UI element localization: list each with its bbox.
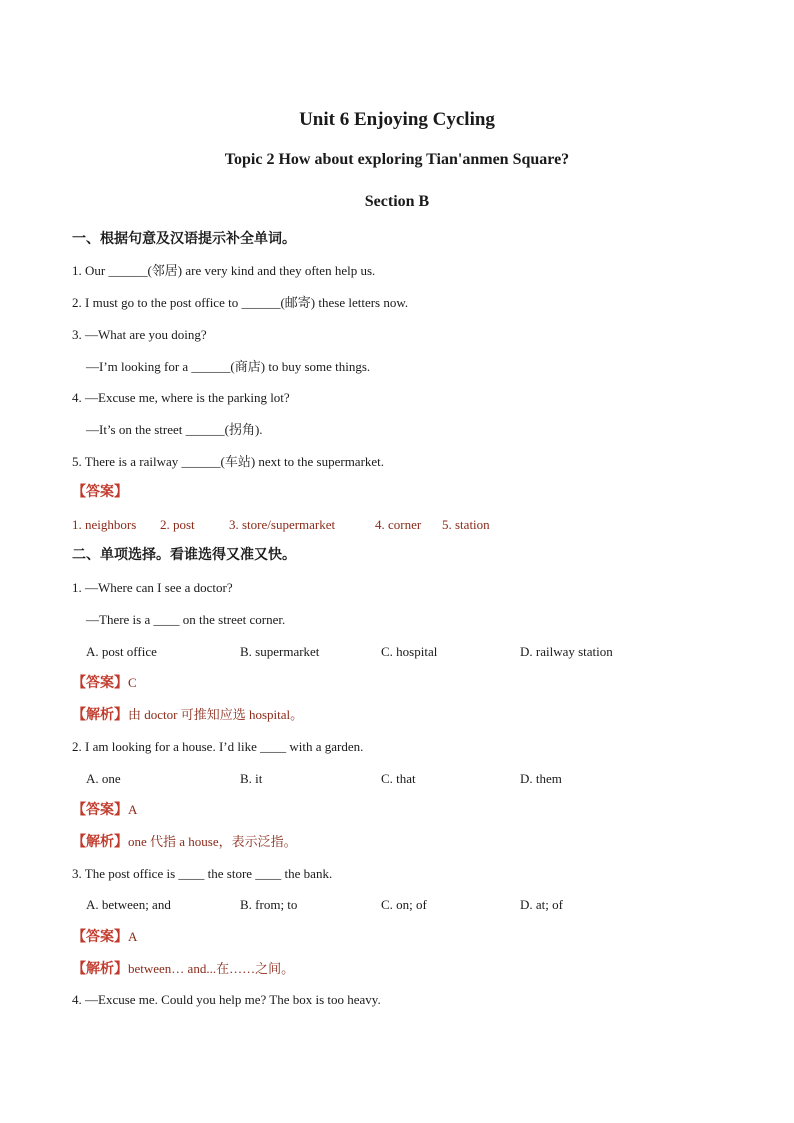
part1-answer-5: 5. station [442,517,490,532]
part2-q3-analysis-line [72,961,294,978]
part2-q4-stem: 4. —Excuse me. Could you help me? The box is too heavy. [72,992,381,1007]
part2-q1-option-c: C. hospital [381,644,438,659]
part1-question-4b: —It’s on the street ______(拐角). [86,422,263,437]
part2-q1-stem-a: 1. —Where can I see a doctor? [72,580,233,595]
part2-q3-answer-line [72,929,137,946]
analysis-text: 由 doctor 可推知应选 hospital。 [128,707,304,722]
section-title: Section B [364,193,430,210]
answer-value: A [128,802,138,817]
answer-tag: 【答案】 [72,930,128,945]
part1-answer-4: 4. corner [375,517,422,532]
part1-question-2: 2. I must go to the post office to ______(邮寄) these letters now. [72,295,409,310]
part2-q1-analysis-line [72,707,303,724]
part2-heading: 二、单项选择。看谁选得又准又快。 [72,548,296,563]
part2-q3-option-d: D. at; of [520,897,563,912]
part1-question-1: 1. Our ______(邻居) are very kind and they often help us. [72,263,376,278]
answer-value: C [128,675,137,690]
part2-q2-option-b: B. it [240,771,263,786]
part2-q3-option-a: A. between; and [86,897,171,912]
unit-title: Unit 6 Enjoying Cycling [299,109,495,130]
analysis-text: between… and...在……之间。 [128,961,295,976]
part2-q3-stem: 3. The post office is ____ the store ____ the bank. [72,866,333,881]
part2-q2-option-a: A. one [86,771,121,786]
part1-question-3b: —I’m looking for a ______(商店) to buy some things. [86,359,371,374]
part1-answer-tag: 【答案】 [72,485,128,500]
analysis-tag: 【解析】 [72,962,128,977]
analysis-text: one 代指 a house，表示泛指。 [128,834,297,849]
part2-q2-analysis-line [72,834,297,851]
part2-q1-stem-b: —There is a ____ on the street corner. [86,612,286,627]
part2-q1-option-a: A. post office [86,644,157,659]
part1-answer-3: 3. store/supermarket [229,517,336,532]
part1-question-3a: 3. —What are you doing? [72,327,207,342]
answer-tag: 【答案】 [72,676,128,691]
analysis-tag: 【解析】 [72,835,128,850]
part2-q3-option-c: C. on; of [381,897,427,912]
part2-q3-option-b: B. from; to [240,897,298,912]
part2-q2-option-d: D. them [520,771,562,786]
answer-tag: 【答案】 [72,803,128,818]
part2-q1-answer-line [72,675,137,692]
part2-q2-answer-line [72,802,137,819]
part1-answer-2: 2. post [160,517,195,532]
part1-question-4a: 4. —Excuse me, where is the parking lot? [72,390,290,405]
part2-q1-option-b: B. supermarket [240,644,320,659]
part1-answer-1: 1. neighbors [72,517,137,532]
answer-value: A [128,929,138,944]
part2-q1-option-d: D. railway station [520,644,613,659]
topic-title: Topic 2 How about exploring Tian'anmen Square? [224,151,570,168]
part2-q2-stem: 2. I am looking for a house. I’d like ____ with a garden. [72,739,364,754]
analysis-tag: 【解析】 [72,708,128,723]
part1-heading: 一、根据句意及汉语提示补全单词。 [72,232,296,247]
part2-q2-option-c: C. that [381,771,416,786]
part1-question-5: 5. There is a railway ______(车站) next to the supermarket. [72,454,385,469]
